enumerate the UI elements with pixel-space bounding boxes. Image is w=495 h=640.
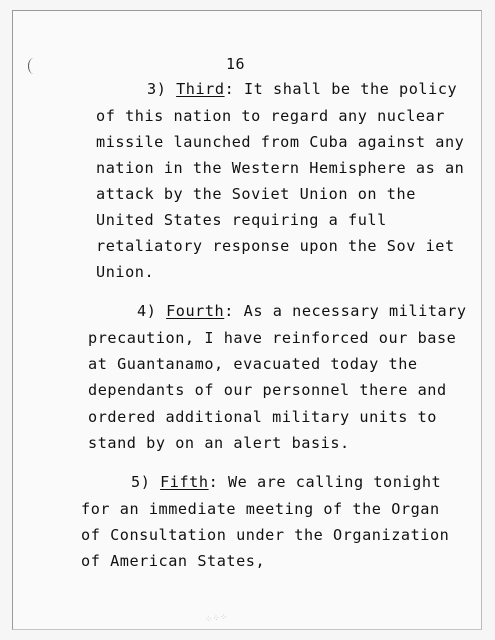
paragraph-line: stand by on an alert basis. (88, 434, 350, 452)
paragraph-text: : As a necessary military (224, 302, 467, 320)
paragraph-number: 4) (137, 302, 157, 320)
paragraph-heading: Fifth (160, 473, 209, 491)
paragraph-text: : It shall be the policy (224, 80, 458, 98)
paragraph-heading: Third (176, 80, 225, 98)
paragraph-number: 3) (147, 80, 167, 98)
paragraph-line: of Consultation under the Organization (81, 526, 450, 544)
paragraph-line: missile launched from Cuba against any (96, 133, 465, 151)
paragraph-third-line-1 (147, 80, 457, 98)
paragraph-line: at Guantanamo, evacuated today the (88, 355, 418, 373)
paragraph-line: of this nation to regard any nuclear (96, 107, 445, 125)
paragraph-line: nation in the Western Hemisphere as an (96, 159, 465, 177)
paragraph-line: precaution, I have reinforced our base (88, 329, 457, 347)
paragraph-line: dependants of our personnel there and (88, 381, 447, 399)
punch-hole-mark (28, 58, 39, 74)
paragraph-fourth-line-1 (137, 302, 467, 320)
paragraph-line: retaliatory response upon the Sov iet (96, 237, 455, 255)
paragraph-fifth-line-1 (131, 473, 441, 491)
paragraph-line: ordered additional military units to (88, 408, 437, 426)
faint-stamp-mark: ⁘⁘⁘ (204, 612, 229, 626)
paragraph-text: : We are calling tonight (208, 473, 442, 491)
paragraph-number: 5) (131, 473, 151, 491)
paragraph-line: of American States, (81, 552, 266, 570)
paragraph-line: Union. (96, 263, 155, 281)
paragraph-heading: Fourth (166, 302, 225, 320)
page-number: 16 (226, 55, 246, 73)
paragraph-line: attack by the Soviet Union on the (96, 185, 416, 203)
paragraph-line: United States requiring a full (96, 211, 387, 229)
paragraph-line: for an immediate meeting of the Organ (81, 500, 440, 518)
